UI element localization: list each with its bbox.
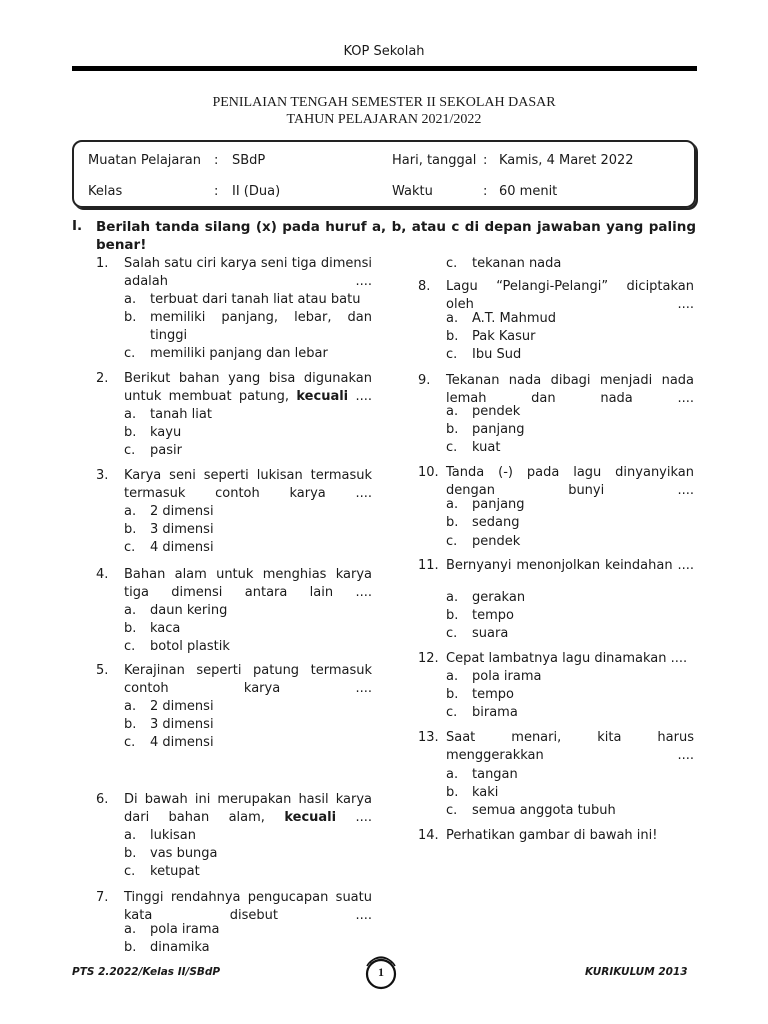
option-text: ketupat <box>150 864 200 879</box>
section-instruction: Berilah tanda silang (x) pada huruf a, b, atau c di depan jawaban yang paling benar! <box>96 219 696 253</box>
muatan-value: SBdP <box>232 153 266 168</box>
question-number: 11. <box>418 558 439 573</box>
option-text: botol plastik <box>150 639 230 654</box>
option-text: tangan <box>472 767 518 782</box>
option-text: kaki <box>472 785 499 800</box>
option-letter: a. <box>124 292 137 307</box>
question-number: 9. <box>418 373 431 388</box>
option-letter: b. <box>446 608 459 623</box>
option-text: pola irama <box>150 922 220 937</box>
option-text: pendek <box>472 404 521 419</box>
page-number: 1 <box>378 965 384 979</box>
option-text: 3 dimensi <box>150 717 214 732</box>
question-text: Bahan alam untuk menghias karya tiga dimensi antara lain .... <box>124 567 372 600</box>
option-letter: a. <box>124 922 137 937</box>
option-text: 2 dimensi <box>150 504 214 519</box>
option-text: panjang <box>472 422 525 437</box>
muatan-sep: : <box>214 153 219 168</box>
question-text: Perhatikan gambar di bawah ini! <box>446 828 658 843</box>
option-letter: c. <box>124 346 136 361</box>
option-letter: b. <box>124 425 137 440</box>
muatan-label: Muatan Pelajaran <box>88 153 201 168</box>
question-text: Salah satu ciri karya seni tiga dimensi adalah .... <box>124 256 372 289</box>
option-letter: c. <box>446 626 458 641</box>
option-text: memiliki panjang dan lebar <box>150 346 328 361</box>
option-letter: a. <box>124 828 137 843</box>
kelas-sep: : <box>214 184 219 199</box>
option-text: pola irama <box>472 669 542 684</box>
option-text: semua anggota tubuh <box>472 803 616 818</box>
option-text: sedang <box>472 515 520 530</box>
option-text: tempo <box>472 687 514 702</box>
option-text: kuat <box>472 440 501 455</box>
option-letter: a. <box>446 311 459 326</box>
option-letter: a. <box>446 767 459 782</box>
option-text: tempo <box>472 608 514 623</box>
option-letter: c. <box>446 534 458 549</box>
option-text: kaca <box>150 621 181 636</box>
option-letter: a. <box>446 404 459 419</box>
option-text: suara <box>472 626 509 641</box>
option-letter: b. <box>124 522 137 537</box>
option-letter: b. <box>124 310 137 325</box>
option-letter: a. <box>124 504 137 519</box>
option-letter: b. <box>446 422 459 437</box>
option-text: vas bunga <box>150 846 218 861</box>
option-text: memiliki panjang, lebar, dan tinggi <box>150 310 372 343</box>
option-letter: a. <box>124 699 137 714</box>
option-text: gerakan <box>472 590 526 605</box>
exam-title: PENILAIAN TENGAH SEMESTER II SEKOLAH DASAR <box>212 95 556 110</box>
option-letter: a. <box>124 407 137 422</box>
question-number: 8. <box>418 279 431 294</box>
question-text: Lagu “Pelangi-Pelangi” diciptakan oleh .... <box>446 279 694 312</box>
option-text: Pak Kasur <box>472 329 536 344</box>
option-letter: c. <box>124 864 136 879</box>
option-text: daun kering <box>150 603 228 618</box>
option-text: 4 dimensi <box>150 540 214 555</box>
question-number: 6. <box>96 792 109 807</box>
question-number: 4. <box>96 567 109 582</box>
waktu-value: 60 menit <box>499 184 558 199</box>
question-number: 5. <box>96 663 109 678</box>
emphasis-kecuali: kecuali <box>284 810 337 825</box>
footer-curriculum: KURIKULUM 2013 <box>585 966 688 978</box>
question-number: 12. <box>418 651 439 666</box>
waktu-sep: : <box>483 184 488 199</box>
option-letter: b. <box>446 785 459 800</box>
header-rule <box>72 66 697 71</box>
option-text: dinamika <box>150 940 210 955</box>
option-letter: b. <box>124 717 137 732</box>
option-text: terbuat dari tanah liat atau batu <box>150 292 361 307</box>
question-text: Tanda (-) pada lagu dinyanyikan dengan bunyi .... <box>446 465 694 498</box>
question-text: Bernyanyi menonjolkan keindahan .... <box>446 558 694 573</box>
exam-info-box <box>72 140 696 208</box>
question-text: Karya seni seperti lukisan termasuk termasuk contoh karya .... <box>124 468 372 501</box>
option-letter: c. <box>446 803 458 818</box>
option-text: tanah liat <box>150 407 212 422</box>
academic-year: TAHUN PELAJARAN 2021/2022 <box>286 112 482 127</box>
option-text: lukisan <box>150 828 196 843</box>
option-text: Ibu Sud <box>472 347 522 362</box>
question-number: 1. <box>96 256 109 271</box>
question-text: Cepat lambatnya lagu dinamakan .... <box>446 651 688 666</box>
question-number: 3. <box>96 468 109 483</box>
option-letter: b. <box>446 687 459 702</box>
option-letter: b. <box>124 846 137 861</box>
question-number: 14. <box>418 828 439 843</box>
question-text: Berikut bahan yang bisa digunakan untuk membuat patung, kecuali .... <box>124 371 372 404</box>
option-letter: a. <box>446 590 459 605</box>
question-text: Di bawah ini merupakan hasil karya dari bahan alam, kecuali .... <box>124 792 373 825</box>
section-number: I. <box>72 218 83 234</box>
kelas-label: Kelas <box>88 184 123 199</box>
option-text: 2 dimensi <box>150 699 214 714</box>
option-letter: c. <box>124 735 136 750</box>
option-letter: b. <box>446 515 459 530</box>
question-number: 10. <box>418 465 439 480</box>
option-letter: c. <box>446 705 458 720</box>
question-text: Kerajinan seperti patung termasuk contoh karya .... <box>124 663 372 696</box>
waktu-label: Waktu <box>392 184 433 199</box>
option-letter: c. <box>124 443 136 458</box>
option-letter: c. <box>446 440 458 455</box>
footer-exam-code: PTS 2.2022/Kelas II/SBdP <box>72 966 221 978</box>
option-letter: b. <box>446 329 459 344</box>
option-text: birama <box>472 705 518 720</box>
hari-value: Kamis, 4 Maret 2022 <box>499 153 634 168</box>
option-text: pendek <box>472 534 521 549</box>
kelas-value: II (Dua) <box>232 184 281 199</box>
kop-sekolah: KOP Sekolah <box>343 44 425 59</box>
option-letter: a. <box>446 497 459 512</box>
option-letter: a. <box>446 669 459 684</box>
option-text: 4 dimensi <box>150 735 214 750</box>
option-text: pasir <box>150 443 182 458</box>
question-text: Saat menari, kita harus menggerakkan .... <box>446 730 694 763</box>
option-text: 3 dimensi <box>150 522 214 537</box>
option-letter: c. <box>124 540 136 555</box>
option-text: panjang <box>472 497 525 512</box>
question-text: Tekanan nada dibagi menjadi nada lemah dan nada .... <box>446 373 694 406</box>
option-text: A.T. Mahmud <box>472 311 557 326</box>
emphasis-kecuali: kecuali <box>296 389 349 404</box>
question-number: 13. <box>418 730 439 745</box>
hari-sep: : <box>483 153 488 168</box>
question-number: 7. <box>96 890 109 905</box>
option-text: tekanan nada <box>472 256 562 271</box>
option-letter: c. <box>446 347 458 362</box>
option-letter: b. <box>124 940 137 955</box>
hari-label: Hari, tanggal <box>392 153 477 168</box>
question-number: 2. <box>96 371 109 386</box>
option-letter: c. <box>446 256 458 271</box>
question-text: Tinggi rendahnya pengucapan suatu kata disebut .... <box>124 890 372 923</box>
option-text: kayu <box>150 425 182 440</box>
option-letter: b. <box>124 621 137 636</box>
option-letter: c. <box>124 639 136 654</box>
option-letter: a. <box>124 603 137 618</box>
